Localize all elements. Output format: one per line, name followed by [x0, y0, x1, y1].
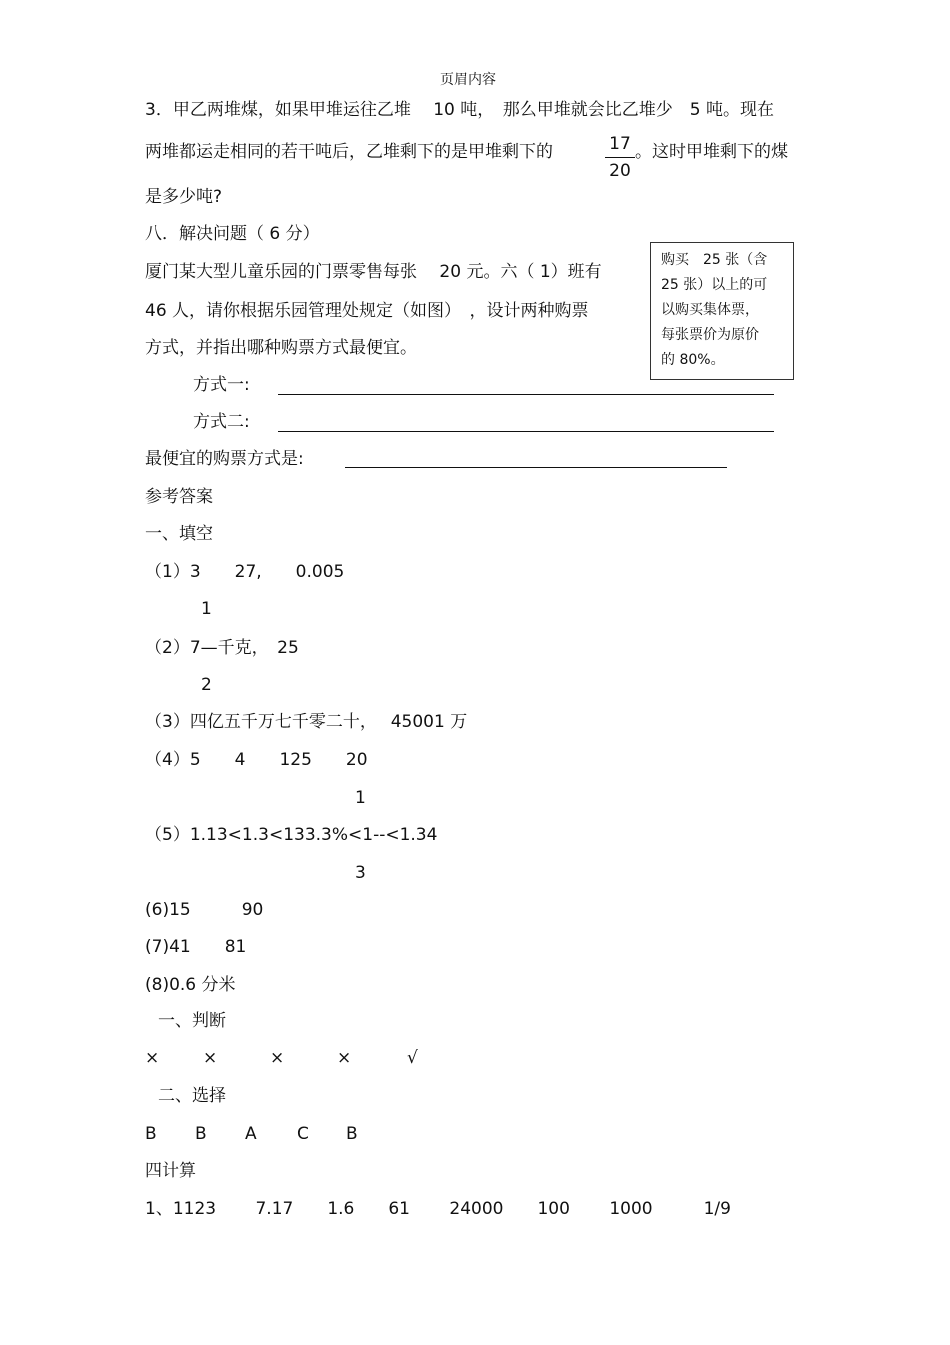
- answer-3: （3）四亿五千万七千零二十， 45001 万: [145, 712, 468, 732]
- choice-answer: B: [195, 1124, 207, 1144]
- section8-heading: 八．解决问题（ 6 分）: [145, 224, 320, 244]
- judge-mark: ×: [203, 1048, 218, 1068]
- q3-fraction: [605, 134, 635, 181]
- judge-mark: ×: [270, 1048, 285, 1068]
- choice-answer: B: [346, 1124, 358, 1144]
- answer-2-numerator: 1: [201, 599, 212, 619]
- option1-label: 方式一:: [193, 375, 250, 395]
- judge-mark: ×: [145, 1048, 160, 1068]
- fraction-numerator: 17: [609, 134, 631, 154]
- q3-line-1: 3．甲乙两堆煤，如果甲堆运往乙堆 10 吨， 那么甲堆就会比乙堆少 5 吨。现在: [145, 100, 774, 120]
- section8-line-3: 方式，并指出哪种购票方式最便宜。: [145, 338, 417, 358]
- section8-line-1: 厦门某大型儿童乐园的门票零售每张 20 元。六（ 1）班有: [145, 262, 602, 282]
- judge-heading: 一、判断: [158, 1011, 226, 1031]
- judge-mark: √: [407, 1048, 418, 1068]
- answer-5-numerator: 1: [355, 788, 366, 808]
- choice-heading: 二、选择: [158, 1086, 226, 1106]
- option2-label: 方式二:: [193, 412, 250, 432]
- calc-heading: 四计算: [145, 1161, 196, 1181]
- choice-answer: A: [245, 1124, 257, 1144]
- cheapest-label: 最便宜的购票方式是:: [145, 449, 304, 469]
- answer-5: （5）1.13<1.3<133.3%<1--<1.34: [145, 825, 438, 845]
- notice-line-4: 每张票价为原价: [661, 327, 759, 343]
- fraction-bar: [605, 157, 635, 158]
- answer-6: (6)15 90: [145, 900, 264, 920]
- option1-answer-line[interactable]: [278, 394, 774, 395]
- fill-heading: 一、填空: [145, 524, 213, 544]
- answer-8: (8)0.6 分米: [145, 975, 236, 995]
- judge-mark: ×: [337, 1048, 352, 1068]
- notice-line-5: 的 80%。: [661, 352, 725, 368]
- q3-line-3: 是多少吨?: [145, 187, 223, 207]
- group-ticket-notice: [650, 242, 794, 380]
- q3-line-2-end: 。这时甲堆剩下的煤: [635, 142, 788, 162]
- answer-2: （2）7—千克， 25: [145, 638, 299, 658]
- answer-4: （4）5 4 125 20: [145, 750, 368, 770]
- calc-answers: 1、1123 7.17 1.6 61 24000 100 1000 1/9: [145, 1199, 731, 1219]
- answer-5-denominator: 3: [355, 863, 366, 883]
- fraction-denominator: 20: [609, 161, 631, 181]
- choice-answer: B: [145, 1124, 157, 1144]
- answer-7: (7)41 81: [145, 937, 247, 957]
- notice-line-3: 以购买集体票，: [661, 302, 759, 318]
- answers-title: 参考答案: [145, 487, 213, 507]
- section8-line-2: 46 人，请你根据乐园管理处规定（如图） ，设计两种购票: [145, 301, 589, 321]
- option2-answer-line[interactable]: [278, 431, 774, 432]
- notice-line-1: 购买 25 张（含: [661, 252, 768, 268]
- choice-answer: C: [297, 1124, 309, 1144]
- page-header: 页眉内容: [440, 72, 496, 88]
- cheapest-answer-line[interactable]: [345, 467, 727, 468]
- notice-line-2: 25 张）以上的可: [661, 277, 768, 293]
- answer-2-denominator: 2: [201, 675, 212, 695]
- answer-1: （1）3 27, 0.005: [145, 562, 345, 582]
- q3-line-2: 两堆都运走相同的若干吨后，乙堆剩下的是甲堆剩下的: [145, 142, 553, 162]
